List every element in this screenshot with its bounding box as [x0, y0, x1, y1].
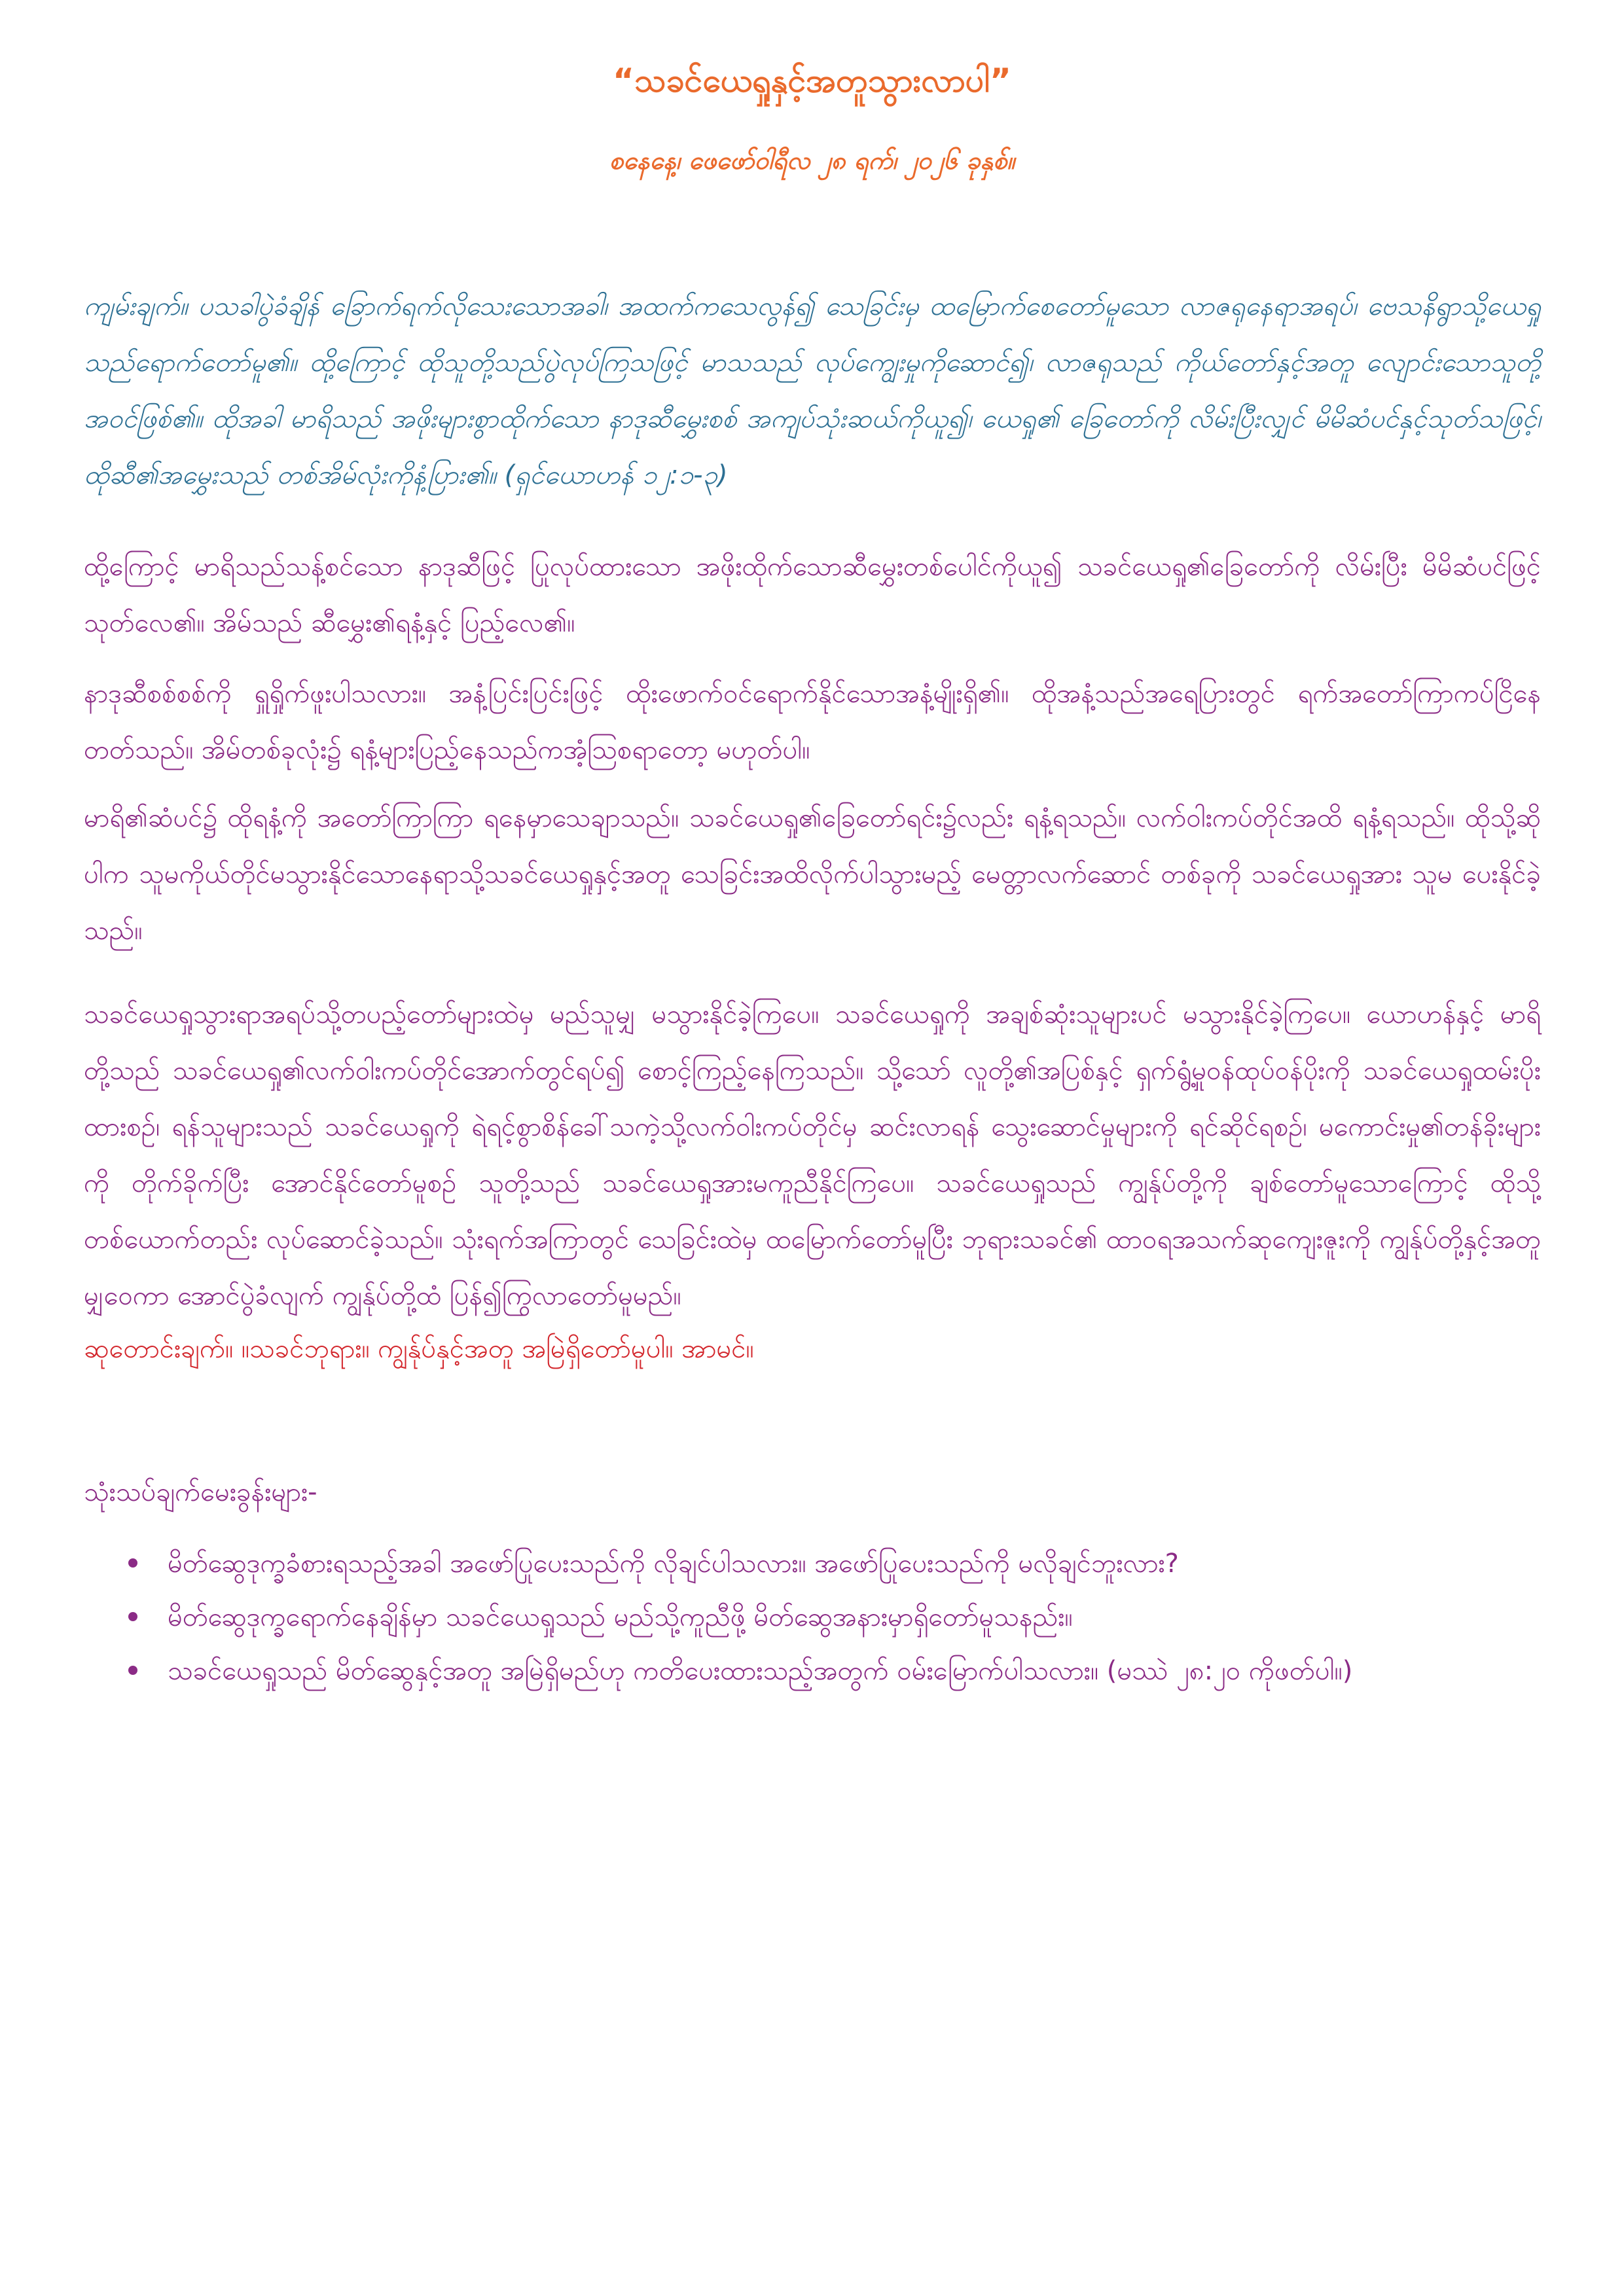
scripture-verse: ကျမ်းချက်။ ပသခါပွဲခံချိန် ခြောက်ရက်လိုသေးသောအခါ၊ အထက်ကသေလွန်၍ သေခြင်းမှ ထမြောက်စေတော်မူသော လာဇရုနေရာအရပ်၊ ဗေသနိရွာသို့ယေရှုသည်ရောက်တော်မူ၏။ ထို့ကြောင့် ထိုသူတို့သည်ပွဲလုပ်ကြသဖြင့် မာသသည် လုပ်ကျွေးမှုကိုဆောင်၍၊ လာဇရုသည် ကိုယ်တော်နှင့်အတူ လျောင်းသောသူတို့အဝင်ဖြစ်၏။ ထိုအခါ မာရိသည် အဖိုးများစွာထိုက်သော နာဒုဆီမွှေးစစ် အကျပ်သုံးဆယ်ကိုယူ၍၊ ယေရှု၏ ခြေတော်ကို လိမ်းပြီးလျှင် မိမိဆံပင်နှင့်သုတ်သဖြင့်၊ ထိုဆီ၏အမွှေးသည် တစ်အိမ်လုံးကိုနံ့ပြား၏။ (ရှင်ယောဟန် ၁၂:၁-၃) [84, 291, 1541, 490]
question-text: မိတ်ဆွေဒုက္ခရောက်နေချိန်မှာ သခင်ယေရှုသည် မည်သို့ကူညီဖို့ မိတ်ဆွေအနားမှာရှိတော်မူသနည်း။ [168, 1602, 1073, 1632]
list-item [124, 1543, 1532, 1584]
body-paragraph-1: ထို့ကြောင့် မာရိသည်သန့်စင်သော နာဒုဆီဖြင့် ပြုလုပ်ထားသော အဖိုးထိုက်သောဆီမွှေးတစ်ပေါင်ကိုယူ၍ သခင်ယေရှု၏ခြေတော်ကို လိမ်းပြီး မိမိဆံပင်ဖြင့် သုတ်လေ၏။ အိမ်သည် ဆီမွှေး၏ရနံ့နှင့် ပြည့်လေ၏။ [84, 552, 1541, 638]
body-paragraph-3: မာရိ၏ဆံပင်၌ ထိုရနံ့ကို အတော်ကြာကြာ ရနေမှာသေချာသည်။ သခင်ယေရှု၏ခြေတော်ရင်း၌လည်း ရနံ့ရသည်။ လက်ဝါးကပ်တိုင်အထိ ရနံ့ရသည်။ ထိုသို့ဆိုပါက သူမကိုယ်တိုင်မသွားနိုင်သောနေရာသို့သခင်ယေရှုနှင့်အတူ သေခြင်းအထိလိုက်ပါသွားမည့် မေတ္တာလက်ဆောင် တစ်ခုကို သခင်ယေရှုအား သူမ ပေးနိုင်ခဲ့သည်။ [84, 803, 1541, 946]
body-paragraph-4: သခင်ယေရှုသွားရာအရပ်သို့တပည့်တော်များထဲမှ မည်သူမျှ မသွားနိုင်ခဲ့ကြပေ။ သခင်ယေရှုကို အချစ်ဆုံးသူများပင် မသွားနိုင်ခဲ့ကြပေ။ ယောဟန်နှင့် မာရိတို့သည် သခင်ယေရှု၏လက်ဝါးကပ်တိုင်အောက်တွင်ရပ်၍ စောင့်ကြည့်နေကြသည်။ သို့သော် လူတို့၏အပြစ်နှင့် ရှက်ရွံ့မှုဝန်ထုပ်ဝန်ပိုးကို သခင်ယေရှုထမ်းပိုးထားစဉ်၊ ရန်သူများသည် သခင်ယေရှုကို ရဲရင့်စွာစိန်ခေါ်သကဲ့သို့လက်ဝါးကပ်တိုင်မှ ဆင်းလာရန် သွေးဆောင်မှုများကို ရင်ဆိုင်ရစဉ်၊ မကောင်းမှု၏တန်ခိုးများကို တိုက်ခိုက်ပြီး အောင်နိုင်တော်မူစဉ် သူတို့သည် သခင်ယေရှုအားမကူညီနိုင်ကြပေ။ သခင်ယေရှုသည် ကျွန်ုပ်တို့ကို ချစ်တော်မူသောကြောင့် ထိုသို့တစ်ယောက်တည်း လုပ်ဆောင်ခဲ့သည်။ သုံးရက်အကြာတွင် သေခြင်းထဲမှ ထမြောက်တော်မူပြီး ဘုရားသခင်၏ ထာဝရအသက်ဆုကျေးဇူးကို ကျွန်ုပ်တို့နှင့်အတူ မျှဝေကာ အောင်ပွဲခံလျက် ကျွန်ုပ်တို့ထံ ပြန်၍ကြွလာတော်မူမည်။ [84, 999, 1541, 1311]
bullet-icon [128, 1558, 137, 1568]
prayer-text: ဆုတောင်းချက်။ ။သခင်ဘုရား။ ကျွန်ုပ်နှင့်အတူ အမြဲရှိတော်မူပါ။ အာမင်။ [84, 1334, 754, 1364]
list-item [124, 1651, 1532, 1691]
question-text: မိတ်ဆွေဒုက္ခခံစားရသည့်အခါ အဖော်ပြုပေးသည်ကို လိုချင်ပါသလား။ အဖော်ပြုပေးသည်ကို မလိုချင်ဘူးလား? [168, 1549, 1179, 1579]
devotion-title: “သခင်ယေရှုနှင့်အတူသွားလာပါ” [613, 62, 1011, 99]
date-line: စနေနေ့၊ ဖေဖော်ဝါရီလ ၂၈ ရက်၊ ၂၀၂၆ ခုနှစ်။ [609, 146, 1015, 175]
body-paragraph-2: နာဒုဆီစစ်စစ်ကို ရှူရှိုက်ဖူးပါသလား။ အနံ့ပြင်းပြင်းဖြင့် ထိုးဖောက်ဝင်ရောက်နိုင်သောအနံ့မျိုးရှိ၏။ ထိုအနံ့သည်အရေပြားတွင် ရက်အတော်ကြာကပ်ငြိနေတတ်သည်။ အိမ်တစ်ခုလုံး၌ ရနံ့များပြည့်နေသည်ကအံ့ဩစရာတော့ မဟုတ်ပါ။ [84, 679, 1541, 765]
questions-heading: သုံးသပ်ချက်မေးခွန်းများ- [84, 1477, 317, 1507]
list-item [124, 1597, 1532, 1638]
bullet-icon [128, 1666, 137, 1675]
bullet-icon [128, 1612, 137, 1621]
reflection-questions-list [124, 1543, 1532, 1704]
question-text: သခင်ယေရှုသည် မိတ်ဆွေနှင့်အတူ အမြဲရှိမည်ဟု ကတိပေးထားသည့်အတွက် ဝမ်းမြောက်ပါသလား။ (မဿဲ ၂၈:၂၀ ကိုဖတ်ပါ။) [168, 1656, 1353, 1686]
